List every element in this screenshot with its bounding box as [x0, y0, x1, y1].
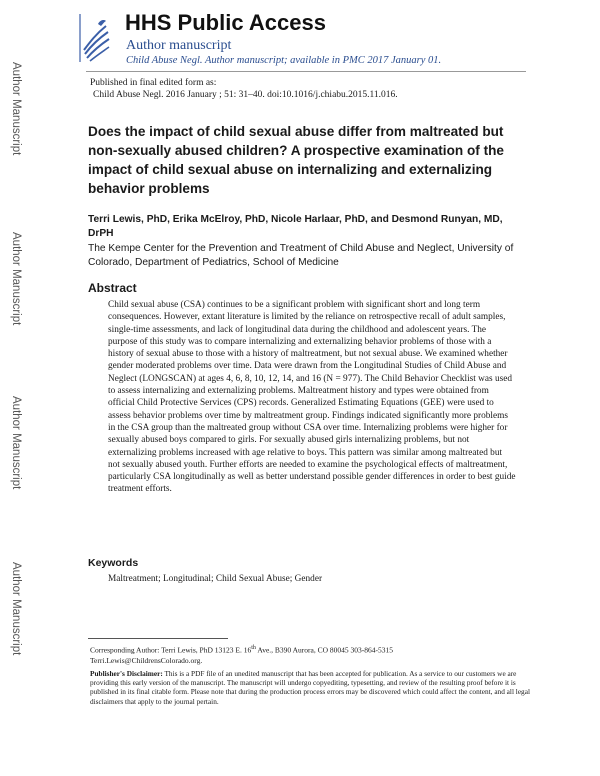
publisher-disclaimer: Publisher's Disclaimer: This is a PDF file of an unedited manuscript that has been accepted for publication. As a service to our customers we are providing this early version of the manuscript. The manuscript will undergo copyediting, typesetting, and review of the resulting proof before it is published in its final citable form. Please note that during the production process errors may be discovered which could affect the content, and all legal disclaimers that apply to the journal pertain. [90, 669, 530, 706]
abstract-heading: Abstract [88, 281, 137, 295]
keywords-heading: Keywords [88, 557, 139, 569]
author-list: Terri Lewis, PhD, Erika McElroy, PhD, Nicole Harlaar, PhD, and Desmond Runyan, MD, DrPH [88, 214, 503, 239]
published-note: Published in final edited form as: [90, 78, 217, 88]
hhs-eagle-logo-icon [76, 12, 112, 64]
corresponding-author: Corresponding Author: Terri Lewis, PhD 13123 E. 16th Ave., B390 Aurora, CO 80045 303-864-5315 [90, 645, 394, 655]
paper-title: Does the impact of child sexual abuse differ from maltreated but non-sexually abused children? A prospective examination of the impact of child sexual abuse on internalizing and externalizing behavior problems [88, 124, 504, 196]
published-citation: Child Abuse Negl. 2016 January ; 51: 31–40. doi:10.1016/j.chiabu.2015.11.016. [93, 90, 398, 100]
side-label-author-manuscript: Author Manuscript [10, 232, 22, 326]
header-subtitle: Author manuscript [126, 38, 232, 53]
header-citation: Child Abuse Negl. Author manuscript; available in PMC 2017 January 01. [126, 55, 442, 66]
side-label-author-manuscript: Author Manuscript [10, 396, 22, 490]
corresponding-email[interactable]: Terri.Lewis@ChildrensColorado.org. [90, 656, 203, 665]
header-divider [86, 71, 526, 72]
abstract-text: Child sexual abuse (CSA) continues to be a significant problem with significant short and long term consequences. However, extant literature is limited by the reliance on retrospective recall of adult samples, single-time assessments, and lack of longitudinal data during the childhood and adolescent years. The purpose of this study was to compare internalizing and externalizing behavior problems of those with a history of sexual abuse to those with a history of maltreatment, but not sexual abuse. We examined whether gender moderated problems over time. Data were drawn from the Longitudinal Studies of Child Abuse and Neglect (LONGSCAN) at ages 4, 6, 8, 10, 12, 14, and 16 (N = 977). The Child Behavior Checklist was used to assess internalizing and externalizing problems. Maltreatment history and types were obtained from official Child Protective Services (CPS) records. Generalized Estimating Equations (GEE) were used to assess behavior problems over time by maltreatment group. Findings indicated significantly more problems in the CSA group than the maltreated group without CSA over time. Internalizing problems were higher for sexually abused boys compared to girls. For sexually abused girls internalizing problems, but not externalizing problems increased with age relative to boys. This pattern was similar among maltreated but not sexually abused youth. Further efforts are needed to examine the psychological effects of maltreatment, particularly CSA longitudinally as well as better understand possible gender differences in order to best guide treatment efforts. [108, 300, 516, 495]
footnote-divider [88, 638, 228, 639]
affiliation: The Kempe Center for the Prevention and Treatment of Child Abuse and Neglect, University of Colorado, Department of Pediatrics, School of Medicine [88, 243, 514, 268]
side-label-author-manuscript: Author Manuscript [10, 562, 22, 656]
side-label-author-manuscript: Author Manuscript [10, 62, 22, 156]
header-title: HHS Public Access [125, 10, 326, 35]
keywords-text: Maltreatment; Longitudinal; Child Sexual Abuse; Gender [108, 574, 323, 584]
